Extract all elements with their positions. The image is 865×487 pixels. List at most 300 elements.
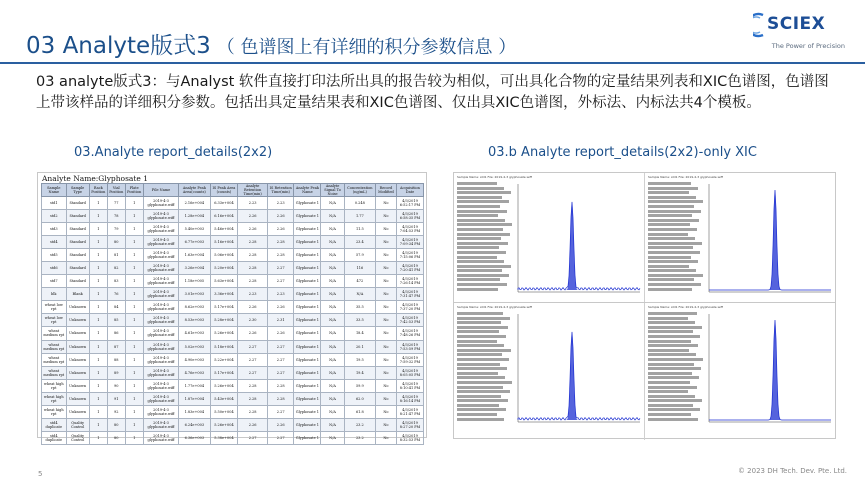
- table-cell: Standard: [66, 210, 89, 223]
- table-cell: No: [375, 262, 396, 275]
- table-cell: 5.06e+004: [210, 249, 238, 262]
- xic-chromatogram-plot: [705, 182, 833, 296]
- table-cell: 4/3/2019 7:31:47 PM: [396, 288, 423, 301]
- table-cell: 2.27: [267, 353, 294, 366]
- report-parameter-line: [648, 418, 698, 421]
- report-parameter-line: [457, 237, 501, 240]
- table-cell: 19.5: [344, 353, 375, 366]
- report-parameter-line: [648, 274, 703, 277]
- table-cell: 2019-4-3 glyphosate.wiff: [143, 340, 178, 353]
- table-cell: Unknown: [66, 327, 89, 340]
- table-cell: wheat high rpt: [42, 405, 67, 418]
- table-cell: std4 duplicate: [42, 431, 67, 444]
- xic-chromatogram-plot: [514, 182, 642, 296]
- report-parameter-line: [457, 353, 502, 356]
- table-cell: 1: [89, 314, 107, 327]
- table-cell: 80: [107, 431, 125, 444]
- table-cell: Standard: [66, 249, 89, 262]
- table-cell: 2019-4-3 glyphosate.wiff: [143, 288, 178, 301]
- table-cell: 1: [89, 353, 107, 366]
- table-cell: 2019-4-3 glyphosate.wiff: [143, 210, 178, 223]
- table-cell: 2.26: [238, 301, 268, 314]
- table-row: [42, 327, 424, 340]
- table-cell: N/A: [321, 275, 344, 288]
- report-parameter-line: [648, 321, 695, 324]
- table-cell: 5.43e+004: [210, 392, 238, 405]
- table-cell: No: [375, 301, 396, 314]
- table-cell: 1: [125, 288, 143, 301]
- report-parameter-line: [648, 269, 696, 272]
- report-parameter-line: [648, 390, 688, 393]
- xic-report-bottom: [453, 302, 836, 439]
- table-cell: N/A: [321, 210, 344, 223]
- table-cell: 2.31: [267, 314, 294, 327]
- table-column-header: IS Retention Time(min): [267, 184, 294, 197]
- xic-report-panel: [645, 173, 836, 310]
- integrated-peak-area: [769, 320, 781, 420]
- table-cell: 4/3/2019 7:15:06 PM: [396, 249, 423, 262]
- table-cell: 2.28: [238, 392, 268, 405]
- table-cell: 1: [125, 262, 143, 275]
- table-cell: 1: [89, 431, 107, 444]
- table-cell: 1: [89, 366, 107, 379]
- table-cell: 82: [107, 262, 125, 275]
- table-cell: Glyphosate 1: [294, 431, 321, 444]
- report-parameter-line: [457, 326, 508, 329]
- report-parameter-line: [648, 326, 702, 329]
- table-cell: 5.26e+004: [210, 379, 238, 392]
- table-cell: 23.4: [344, 236, 375, 249]
- table-cell: 2.28: [238, 236, 268, 249]
- logo-tagline: The Power of Precision: [771, 42, 845, 50]
- table-cell: 1.87e+004: [179, 392, 210, 405]
- table-cell: Unknown: [66, 405, 89, 418]
- report-parameter-line: [457, 395, 501, 398]
- integrated-peak-area: [769, 190, 781, 290]
- table-cell: 5.02e+003: [179, 340, 210, 353]
- table-cell: 4/3/2019 6:52:17 PM: [396, 197, 423, 210]
- table-cell: 86: [107, 327, 125, 340]
- table-cell: Glyphosate 1: [294, 379, 321, 392]
- table-cell: Glyphosate 1: [294, 197, 321, 210]
- table-cell: Glyphosate 1: [294, 262, 321, 275]
- table-cell: 5.22e+004: [210, 353, 238, 366]
- table-cell: No: [375, 275, 396, 288]
- table-cell: 89: [107, 366, 125, 379]
- table-cell: N/A: [321, 418, 344, 431]
- table-cell: 2.26: [267, 210, 294, 223]
- table-cell: 78: [107, 210, 125, 223]
- report-parameter-list: [457, 182, 513, 292]
- table-cell: std3: [42, 223, 67, 236]
- table-cell: No: [375, 314, 396, 327]
- table-cell: 6.77e+003: [179, 236, 210, 249]
- report-parameter-line: [457, 381, 512, 384]
- table-cell: 91: [107, 392, 125, 405]
- table-cell: 2.27: [238, 353, 268, 366]
- report-parameter-line: [457, 256, 497, 259]
- table-cell: 116: [344, 262, 375, 275]
- report-parameter-line: [648, 340, 691, 343]
- chromatogram-trace: [709, 320, 831, 420]
- xic-report-panel: [645, 303, 836, 440]
- table-cell: No: [375, 249, 396, 262]
- table-cell: 4.90e+003: [179, 353, 210, 366]
- table-row: [42, 275, 424, 288]
- table-cell: 2019-4-3 glyphosate.wiff: [143, 197, 178, 210]
- table-cell: 80: [107, 418, 125, 431]
- table-cell: 2.28: [267, 236, 294, 249]
- report-parameter-line: [457, 246, 499, 249]
- report-parameter-line: [457, 363, 500, 366]
- table-cell: 79: [107, 223, 125, 236]
- table-cell: 2019-4-3 glyphosate.wiff: [143, 353, 178, 366]
- table-cell: 3.36e+004: [210, 288, 238, 301]
- table-cell: No: [375, 327, 396, 340]
- table-cell: 20.1: [344, 340, 375, 353]
- table-cell: 2.23: [267, 197, 294, 210]
- table-cell: 2.26: [238, 327, 268, 340]
- table-cell: 2019-4-3 glyphosate.wiff: [143, 366, 178, 379]
- table-cell: 8.62e+003: [179, 301, 210, 314]
- description-text: 03 analyte版式3：与Analyst 软件直接打印法所出具的报告较为相似，可出具化合物的定量结果列表和XIC色谱图，色谱图上带该样品的详细积分参数。包括出具定量结果表和XIC色谱图、仅出具XIC色谱图，外标法、内标法共4个模板。: [36, 74, 829, 111]
- report-parameter-line: [457, 372, 498, 375]
- table-cell: 88: [107, 353, 125, 366]
- table-cell: 1: [89, 327, 107, 340]
- table-cell: 1: [125, 431, 143, 444]
- table-cell: 6.24e+003: [179, 418, 210, 431]
- table-cell: 4.61e+003: [179, 327, 210, 340]
- report-parameter-line: [648, 278, 694, 281]
- table-cell: Glyphosate 1: [294, 301, 321, 314]
- table-cell: 472: [344, 275, 375, 288]
- table-cell: N/A: [321, 366, 344, 379]
- report-parameter-line: [457, 228, 503, 231]
- report-parameter-line: [457, 408, 506, 411]
- report-parameter-line: [457, 210, 507, 213]
- table-cell: 5.26e+004: [210, 327, 238, 340]
- left-section-title: 03.Analyte report_details(2x2): [74, 145, 273, 160]
- table-column-header: Sample Type: [66, 184, 89, 197]
- table-cell: 2.27: [267, 275, 294, 288]
- table-cell: 2.23: [267, 288, 294, 301]
- table-column-header: Analyte Signal To Noise: [321, 184, 344, 197]
- table-cell: Glyphosate 1: [294, 327, 321, 340]
- report-parameter-line: [648, 408, 700, 411]
- report-parameter-line: [648, 214, 692, 217]
- title-subtitle: （ 色谱图上有详细的积分参数信息 ）: [216, 37, 517, 58]
- table-cell: 1.63e+004: [179, 249, 210, 262]
- table-cell: N/A: [321, 340, 344, 353]
- table-cell: 1: [125, 223, 143, 236]
- table-cell: N/A: [321, 288, 344, 301]
- table-cell: No: [375, 418, 396, 431]
- table-cell: No: [375, 379, 396, 392]
- table-column-header: Analyte Peak Area(counts): [179, 184, 210, 197]
- table-cell: 90: [107, 379, 125, 392]
- table-cell: Glyphosate 1: [294, 236, 321, 249]
- report-parameter-line: [457, 265, 511, 268]
- table-cell: 2.27: [238, 366, 268, 379]
- table-cell: 1: [89, 340, 107, 353]
- table-row: [42, 392, 424, 405]
- table-cell: 87: [107, 340, 125, 353]
- table-cell: 11.5: [344, 223, 375, 236]
- report-parameter-line: [648, 233, 688, 236]
- table-cell: 2.26: [238, 223, 268, 236]
- table-cell: wheat high rpt: [42, 392, 67, 405]
- report-parameter-line: [648, 381, 690, 384]
- table-cell: 4/3/2019 7:53:59 PM: [396, 340, 423, 353]
- table-cell: 2.27: [238, 431, 268, 444]
- table-cell: 2019-4-3 glyphosate.wiff: [143, 223, 178, 236]
- table-cell: 1: [89, 379, 107, 392]
- report-parameter-line: [648, 372, 692, 375]
- table-cell: Glyphosate 1: [294, 366, 321, 379]
- report-parameter-line: [648, 200, 703, 203]
- table-row: [42, 366, 424, 379]
- report-parameter-line: [457, 321, 501, 324]
- report-parameter-line: [648, 358, 703, 361]
- table-row: [42, 431, 424, 444]
- table-row: [42, 301, 424, 314]
- table-cell: 1: [125, 353, 143, 366]
- table-cell: 2.26: [238, 418, 268, 431]
- table-cell: 2.28: [267, 379, 294, 392]
- table-cell: 1.83e+004: [179, 405, 210, 418]
- report-parameter-line: [457, 335, 506, 338]
- title-main: 03 Analyte版式3: [26, 33, 211, 59]
- table-cell: No: [375, 340, 396, 353]
- report-parameter-line: [457, 390, 510, 393]
- table-cell: 3.01e+003: [179, 288, 210, 301]
- table-cell: 5.26e+004: [210, 418, 238, 431]
- report-parameter-list: [648, 312, 704, 422]
- report-parameter-line: [648, 182, 691, 185]
- table-cell: 81: [107, 249, 125, 262]
- table-cell: N/A: [321, 392, 344, 405]
- table-cell: Unknown: [66, 340, 89, 353]
- table-cell: wheat medium rpt: [42, 340, 67, 353]
- report-parameter-line: [457, 358, 509, 361]
- table-cell: std1: [42, 197, 67, 210]
- table-cell: Glyphosate 1: [294, 249, 321, 262]
- table-cell: 2019-4-3 glyphosate.wiff: [143, 392, 178, 405]
- report-parameter-line: [457, 200, 509, 203]
- table-cell: 5.18e+004: [210, 340, 238, 353]
- table-row: [42, 236, 424, 249]
- table-cell: No: [375, 223, 396, 236]
- report-parameter-line: [457, 187, 504, 190]
- xic-report-panel: [454, 303, 645, 440]
- table-cell: 4/3/2019 8:05:05 PM: [396, 366, 423, 379]
- report-parameter-line: [648, 242, 702, 245]
- table-cell: 84: [107, 301, 125, 314]
- report-parameter-line: [648, 223, 690, 226]
- table-cell: Standard: [66, 197, 89, 210]
- table-cell: Glyphosate 1: [294, 418, 321, 431]
- table-cell: 1: [125, 392, 143, 405]
- table-cell: 35.5: [344, 301, 375, 314]
- table-cell: 2019-4-3 glyphosate.wiff: [143, 405, 178, 418]
- table-cell: 1: [89, 418, 107, 431]
- table-row: [42, 405, 424, 418]
- table-cell: 8.53e+003: [179, 314, 210, 327]
- table-cell: 5.16e+004: [210, 236, 238, 249]
- xic-chromatogram-plot: [514, 312, 642, 426]
- table-cell: 5.17e+004: [210, 366, 238, 379]
- table-cell: 2.28: [238, 405, 268, 418]
- table-cell: Glyphosate 1: [294, 210, 321, 223]
- table-column-header: IS Peak Area (counts): [210, 184, 238, 197]
- report-parameter-line: [648, 265, 689, 268]
- report-header-text: Sample Name: std1 File: 2019-4-3 glyphosate.wiff: [457, 305, 532, 309]
- report-parameter-line: [457, 233, 510, 236]
- table-cell: 2.26: [267, 327, 294, 340]
- table-column-header: Vial Position: [107, 184, 125, 197]
- table-cell: 2019-4-3 glyphosate.wiff: [143, 431, 178, 444]
- table-cell: 2.27: [267, 405, 294, 418]
- table-cell: 61.8: [344, 405, 375, 418]
- report-parameter-line: [648, 413, 691, 416]
- table-cell: 1: [89, 288, 107, 301]
- table-cell: Standard: [66, 262, 89, 275]
- report-parameter-line: [457, 317, 510, 320]
- table-cell: Standard: [66, 275, 89, 288]
- table-cell: 2.28: [238, 379, 268, 392]
- table-cell: No: [375, 288, 396, 301]
- report-parameter-line: [648, 191, 689, 194]
- table-column-header: Record Modified: [375, 184, 396, 197]
- report-parameter-line: [648, 376, 699, 379]
- table-cell: 18.4: [344, 327, 375, 340]
- table-cell: 1: [125, 405, 143, 418]
- table-cell: 6.16e+004: [210, 210, 238, 223]
- table-cell: No: [375, 392, 396, 405]
- table-row: [42, 223, 424, 236]
- table-cell: blk: [42, 288, 67, 301]
- table-cell: 1: [89, 249, 107, 262]
- table-cell: Unknown: [66, 379, 89, 392]
- table-cell: 1: [125, 197, 143, 210]
- table-cell: 2019-4-3 glyphosate.wiff: [143, 379, 178, 392]
- table-cell: 92: [107, 405, 125, 418]
- table-cell: 2.28: [238, 262, 268, 275]
- table-cell: N/A: [321, 327, 344, 340]
- page-number: 5: [38, 470, 43, 478]
- table-cell: 1: [125, 366, 143, 379]
- report-parameter-line: [648, 196, 696, 199]
- report-parameter-line: [457, 214, 498, 217]
- table-column-header: Plate Position: [125, 184, 143, 197]
- table-cell: Standard: [66, 236, 89, 249]
- table-cell: 1.28e+004: [179, 210, 210, 223]
- table-row: [42, 314, 424, 327]
- chromatogram-trace: [518, 202, 640, 290]
- table-cell: 57.9: [344, 249, 375, 262]
- report-parameter-line: [648, 317, 688, 320]
- table-column-header: Analyte Peak Name: [294, 184, 321, 197]
- quant-results-table-panel: [37, 172, 427, 442]
- table-column-header: Sample Name: [42, 184, 67, 197]
- table-analyte-title: Analyte Name:Glyphosate 1: [42, 174, 149, 183]
- table-cell: 2.30: [238, 314, 268, 327]
- report-parameter-line: [648, 404, 693, 407]
- table-cell: 4/3/2019 8:27:20 PM: [396, 418, 423, 431]
- report-parameter-line: [457, 312, 503, 315]
- table-cell: 77: [107, 197, 125, 210]
- table-cell: 6.36e+003: [179, 431, 210, 444]
- report-parameter-line: [648, 349, 689, 352]
- table-cell: wheat medium rpt: [42, 327, 67, 340]
- table-cell: Unknown: [66, 314, 89, 327]
- chromatogram-trace: [518, 332, 640, 420]
- chromatogram-trace: [709, 190, 831, 290]
- report-parameter-line: [648, 246, 693, 249]
- table-cell: std2: [42, 210, 67, 223]
- table-cell: 2.26: [238, 210, 268, 223]
- table-cell: 4/3/2019 7:20:41 PM: [396, 262, 423, 275]
- table-cell: No: [375, 353, 396, 366]
- report-parameter-line: [457, 376, 505, 379]
- table-cell: N/A: [321, 223, 344, 236]
- table-cell: 2.27: [267, 366, 294, 379]
- table-cell: 4/3/2019 7:48:26 PM: [396, 327, 423, 340]
- table-cell: 2019-4-3 glyphosate.wiff: [143, 327, 178, 340]
- table-cell: 2.28: [238, 275, 268, 288]
- table-cell: 4/3/2019 8:16:14 PM: [396, 392, 423, 405]
- table-cell: N/A: [321, 249, 344, 262]
- table-cell: std6: [42, 262, 67, 275]
- table-cell: 5.28e+004: [210, 314, 238, 327]
- table-cell: Unknown: [66, 353, 89, 366]
- table-column-header: Concentration (ng/mL): [344, 184, 375, 197]
- slide-title: [26, 27, 516, 60]
- integrated-peak-area: [566, 332, 578, 420]
- report-parameter-line: [648, 283, 701, 286]
- report-parameter-line: [457, 205, 500, 208]
- table-cell: 83: [107, 275, 125, 288]
- report-parameter-line: [457, 274, 509, 277]
- table-cell: N/A: [321, 262, 344, 275]
- table-cell: 4/3/2019 7:09:34 PM: [396, 236, 423, 249]
- report-parameter-line: [457, 182, 497, 185]
- table-cell: 5.46e+004: [210, 223, 238, 236]
- table-cell: wheat medium rpt: [42, 366, 67, 379]
- table-cell: 1: [125, 249, 143, 262]
- xic-report-panel: [454, 173, 645, 310]
- table-cell: 4/3/2019 7:26:14 PM: [396, 275, 423, 288]
- table-cell: 5.40e+003: [179, 223, 210, 236]
- table-cell: 0.248: [344, 197, 375, 210]
- table-cell: 1: [89, 197, 107, 210]
- table-cell: 76: [107, 288, 125, 301]
- table-cell: wheat low rpt: [42, 301, 67, 314]
- table-cell: 2.27: [267, 262, 294, 275]
- table-cell: No: [375, 236, 396, 249]
- report-parameter-list: [648, 182, 704, 292]
- table-cell: 1: [125, 275, 143, 288]
- table-cell: Unknown: [66, 366, 89, 379]
- report-parameter-line: [648, 260, 698, 263]
- title-divider: [0, 62, 865, 64]
- table-cell: 23.2: [344, 418, 375, 431]
- report-parameter-line: [648, 251, 700, 254]
- report-parameter-line: [648, 353, 696, 356]
- report-parameter-line: [457, 340, 497, 343]
- table-row: [42, 379, 424, 392]
- table-cell: No: [375, 405, 396, 418]
